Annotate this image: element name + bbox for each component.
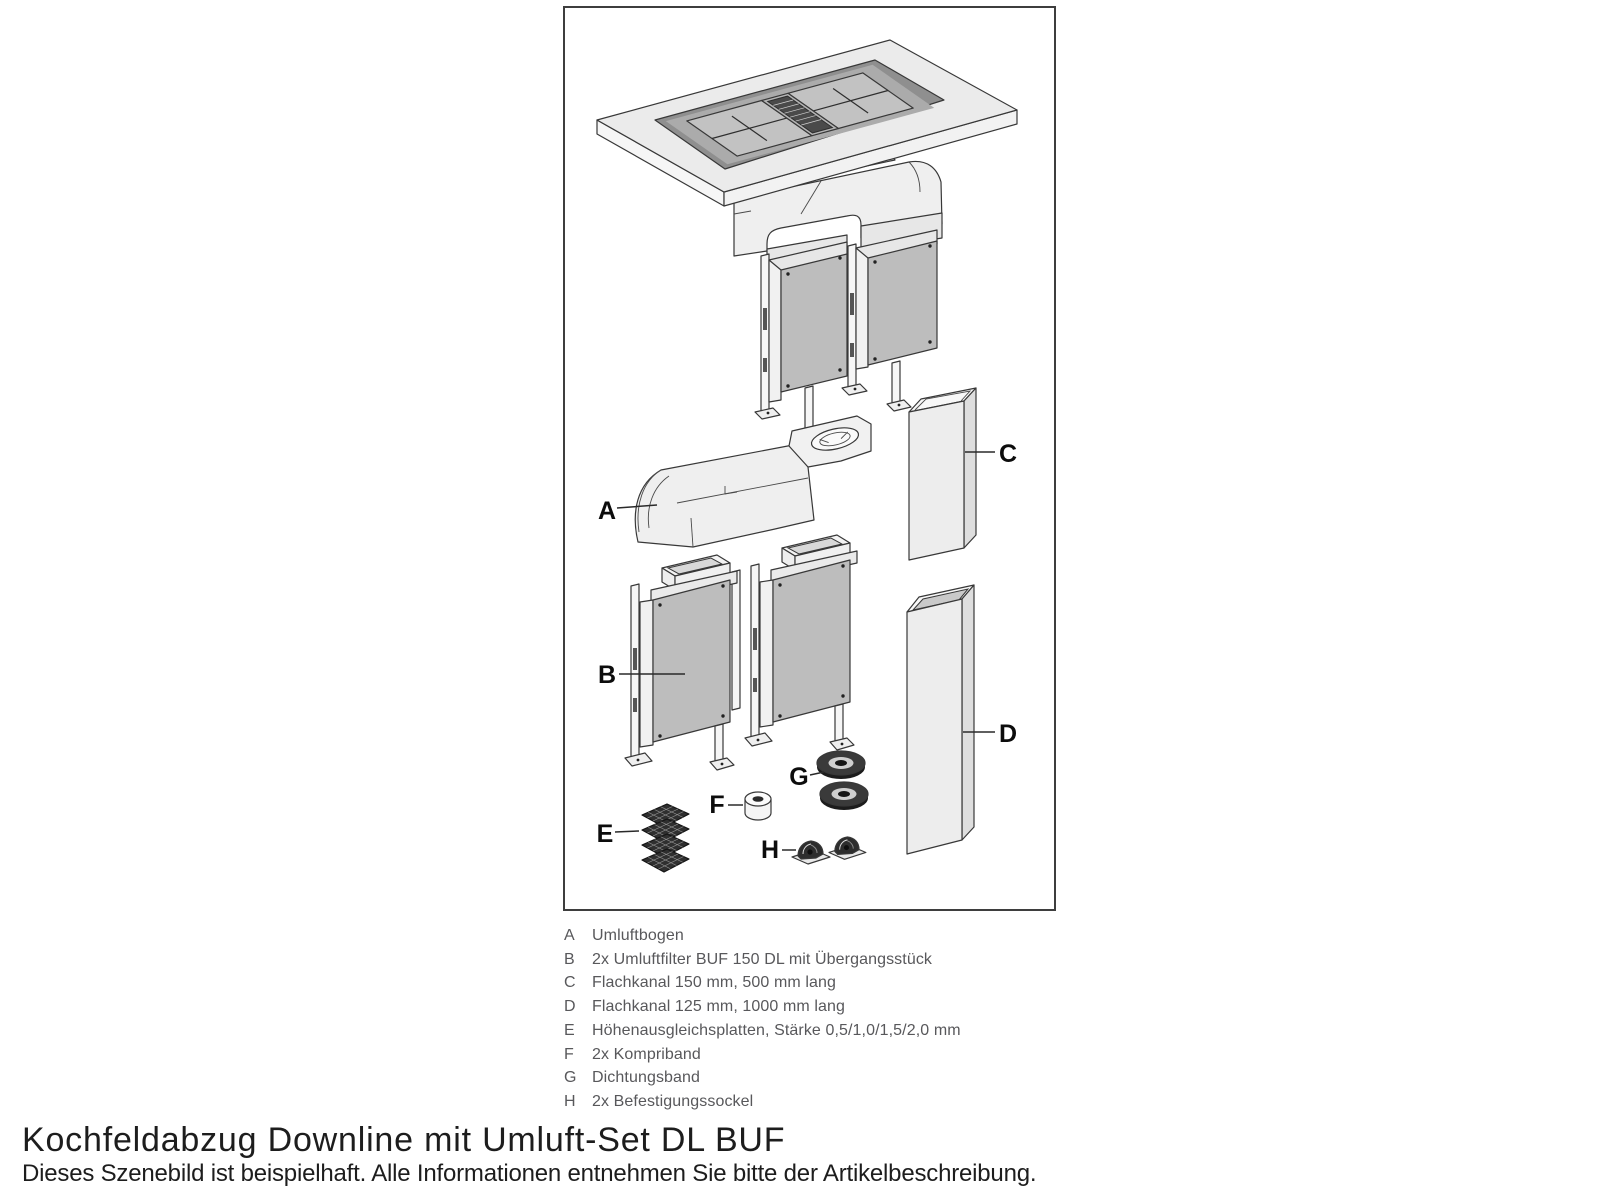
diagram-frame [563, 6, 1056, 911]
part-h-befestigungssockel [761, 836, 866, 864]
legend-item [564, 1019, 1044, 1043]
countertop-cooktop [597, 40, 1017, 206]
product-title: Kochfeldabzug Downline mit Umluft-Set DL BUF [22, 1121, 786, 1159]
part-c-flachkanal-150 [909, 388, 1017, 560]
part-f-kompriband [709, 791, 771, 820]
part-label-h: H [760, 836, 780, 864]
part-label-c: C [998, 440, 1018, 468]
exploded-diagram-svg [565, 8, 1054, 909]
part-a-umluftbogen [598, 416, 871, 547]
legend-item-key: B [564, 950, 575, 968]
legend-item [564, 1043, 1044, 1067]
legend-item-key: E [564, 1021, 575, 1039]
parts-legend [564, 924, 1044, 1114]
legend-item-text: Dichtungsband [592, 1069, 701, 1087]
legend-item [564, 995, 1044, 1019]
legend-item-text: 2x Umluftfilter BUF 150 DL mit Übergangsstück [592, 950, 933, 968]
legend-item [564, 1090, 1044, 1114]
legend-item [564, 924, 1044, 948]
legend-item-key: C [564, 974, 576, 992]
assembled-filter-left [755, 242, 847, 439]
assembled-filter-right [842, 230, 937, 411]
legend-item-text: Umluftbogen [592, 927, 684, 944]
legend-item-key: D [564, 998, 576, 1016]
part-label-f: F [709, 791, 725, 819]
part-e-hoehenausgleichsplatten [597, 804, 689, 872]
part-label-b: B [597, 661, 617, 689]
legend-item-text: Flachkanal 125 mm, 1000 mm lang [592, 998, 845, 1016]
part-label-d: D [998, 720, 1018, 748]
part-b-umluftfilter-left [598, 555, 740, 770]
part-b-umluftfilter-right [745, 535, 857, 750]
part-label-a: A [597, 497, 617, 525]
legend-item [564, 1066, 1044, 1090]
part-label-g: G [789, 763, 809, 791]
legend-item-text: 2x Befestigungssockel [592, 1092, 754, 1110]
legend-item-key: F [564, 1045, 574, 1063]
legend-item-key: G [564, 1069, 577, 1087]
legend-item-text: Höhenausgleichsplatten, Stärke 0,5/1,0/1,5/2,0 mm [592, 1021, 961, 1039]
disclaimer-text: Dieses Szenebild ist beispielhaft. Alle Informationen entnehmen Sie bitte der Artikelbeschreibung. [22, 1160, 1037, 1187]
legend-item-text: 2x Kompriband [592, 1045, 701, 1063]
legend-item-key: H [564, 1092, 576, 1110]
legend-item-text: Flachkanal 150 mm, 500 mm lang [592, 974, 836, 992]
legend-item [564, 948, 1044, 972]
legend-item [564, 971, 1044, 995]
legend-item-key: A [564, 927, 575, 944]
part-d-flachkanal-125 [907, 585, 1017, 854]
part-g-dichtungsband [789, 751, 868, 810]
part-label-e: E [596, 820, 614, 848]
